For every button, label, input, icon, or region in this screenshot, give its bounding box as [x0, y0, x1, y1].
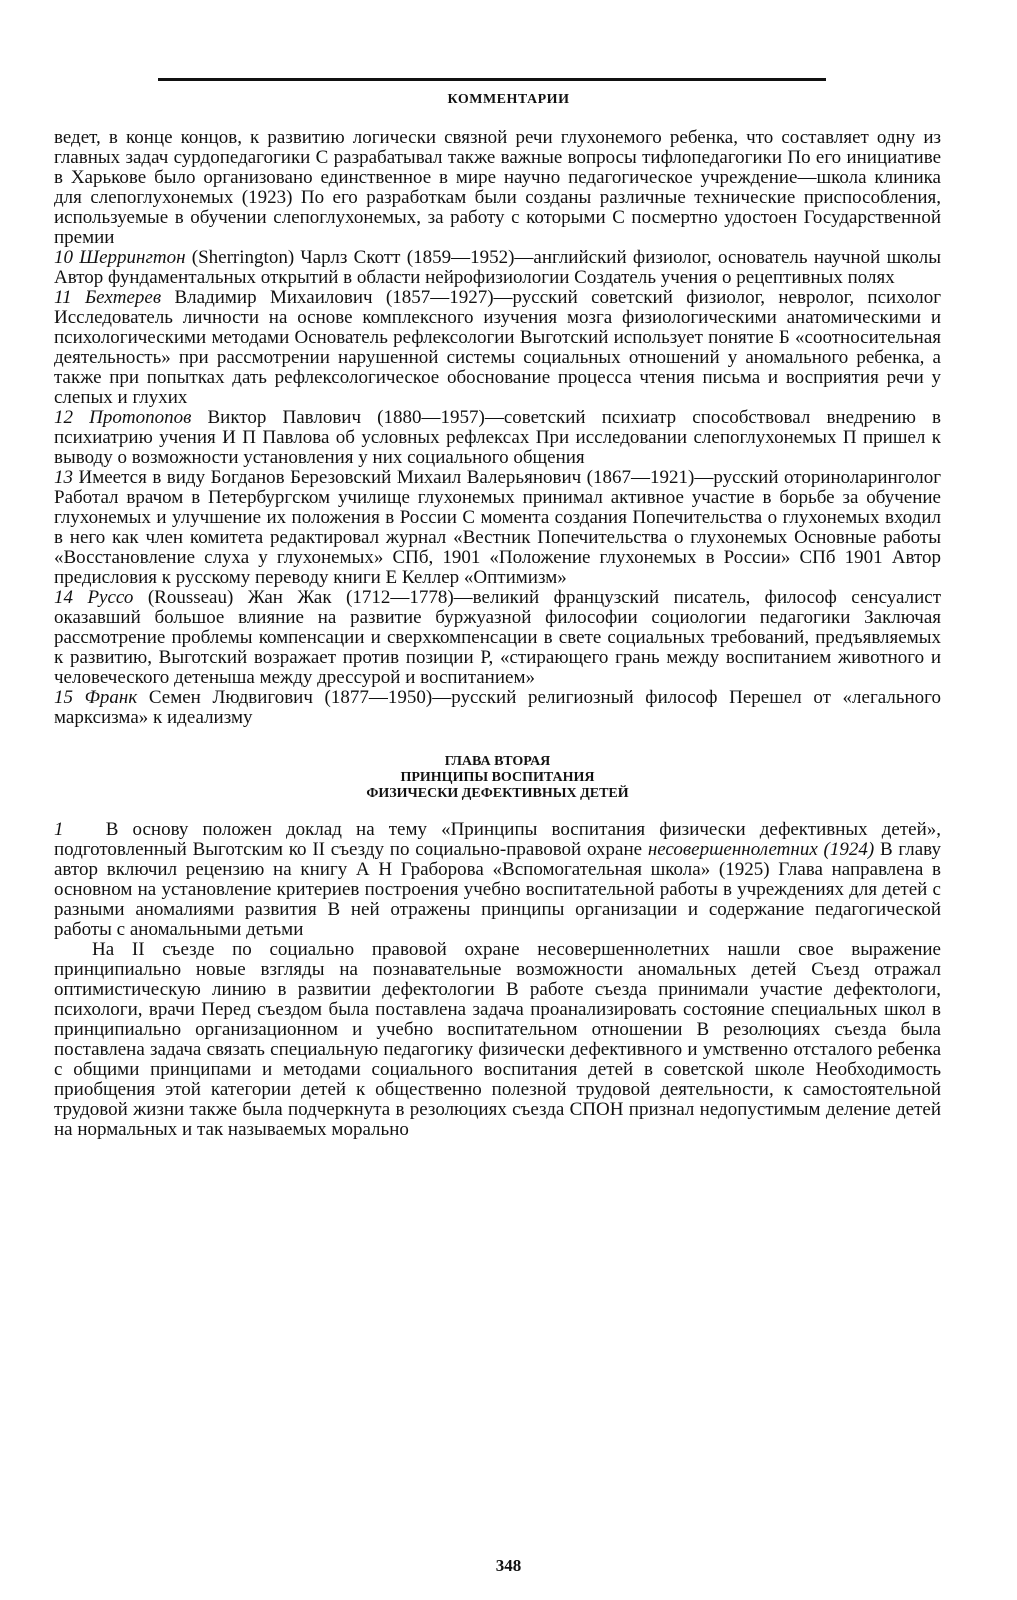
note-number: 12	[54, 407, 73, 428]
note-number: 10	[54, 247, 73, 268]
chapter-title-line-2: ФИЗИЧЕСКИ ДЕФЕКТИВНЫХ ДЕТЕЙ	[366, 786, 629, 801]
note-text: В основу положен доклад на тему «Принципы воспитания физически дефективных детей», подготовленный Выготским ко II съезду по социально-правовой охране	[54, 819, 942, 860]
note-13	[54, 468, 941, 588]
note-10	[54, 248, 941, 288]
top-rule	[158, 78, 826, 81]
note-name: Бехтерев	[84, 287, 162, 308]
chapter-title-line-1: ПРИНЦИПЫ ВОСПИТАНИЯ	[400, 770, 595, 785]
chapter-note-1	[54, 820, 941, 940]
note-number: 15	[54, 687, 73, 708]
note-number: 11	[54, 287, 72, 308]
note-15	[54, 688, 941, 728]
page-number: 348	[495, 1556, 522, 1575]
note-12	[54, 408, 941, 468]
note-11	[54, 288, 941, 408]
chapter-number: ГЛАВА ВТОРАЯ	[444, 754, 551, 769]
note-name: Франк	[84, 687, 138, 708]
final-paragraph: На II съезде по социально правовой охране несовершеннолетних нашли свое выражение принципиально новые взгляды на познавательные возможности аномальных детей Съезд отражал оптимистическую линию в развитии дефектологии В работе съезда принимали участие дефектологи, психологи, врачи Перед съездом была поставлена задача проанализировать состояние специальных школ в принципиально организационном и учебно воспитательном отношении В резолюциях съезда была поставлена задача связать специальную педагогику физически дефективного и умственно отсталого ребенка с общими принципами и методами социального воспитания детей в советской школе Необходимость приобщения этой категории детей к общественно полезной трудовой деятельности, к самостоятельной трудовой жизни также была подчеркнута в резолюциях съезда СПОН признал недопустимым деление детей на нормальных и так называемых морально	[54, 939, 941, 1140]
running-head: КОММЕНТАРИИ	[447, 92, 570, 107]
note-14	[54, 588, 941, 688]
continuation-paragraph: ведет, в конце концов, к развитию логически связной речи глухонемого ребенка, что составляет одну из главных задач сурдопедагогики С разрабатывал также важные вопросы тифлопедагогики По его инициативе в Харькове было организовано единственное в мире научно педагогическое учреждение—школа клиника для слепоглухонемых (1923) По его разработкам были созданы различные технические приспособления, используемые в обучении слепоглухонемых, за работу с которыми С посмертно удостоен Государственной премии	[54, 127, 941, 248]
note-text: Имеется в виду Богданов Березовский Михаил Валерьянович (1867—1921)—русский оториноларинголог Работал врачом в Петербургском училище глухонемых принимал активное участие в борьбе за обучение глухонемых и улучшение их положения в России С момента создания Попечительства о глухонемых входил в него как член комитета редактировал журнал «Вестник Попечительства о глухонемых Основные работы «Восстановление слуха у глухонемых» СПб, 1901 «Положение глухонемых в России» СПб 1901 Автор предисловия к русскому переводу книги Е Келлер «Оптимизм»	[54, 467, 941, 588]
note-text: (Sherrington) Чарлз Скотт (1859—1952)—английский физиолог, основатель научной школы Автор фундаментальных открытий в области нейрофизиологии Создатель учения о рецептивных полях	[54, 247, 942, 288]
note-number: 14	[54, 587, 73, 608]
note-text: (Rousseau) Жан Жак (1712—1778)—великий французский писатель, философ сенсуалист оказавший большое влияние на развитие буржуазной философии социологии педагогики Заключая рассмотрение проблемы компенсации и сверхкомпенсации в свете социальных требований, предъявляемых к развитию, Выготский возражает против позиции Р, «стирающего грань между воспитанием животного и человеческого детеныша между дрессурой и воспитанием»	[54, 587, 941, 688]
note-name: Шеррингтон	[79, 247, 186, 268]
note-text-emphasis: несовершеннолетних (1924)	[647, 839, 875, 860]
note-number: 1	[54, 819, 64, 840]
note-text: Семен Людвигович (1877—1950)—русский религиозный философ Перешел от «легального марксизма» к идеализму	[54, 687, 941, 728]
chapter-heading	[54, 754, 941, 802]
note-name: Протопопов	[89, 407, 192, 428]
page-body	[54, 128, 941, 1140]
note-text: Виктор Павлович (1880—1957)—советский психиатр способствовал внедрению в психиатрию учения И П Павлова об условных рефлексах При исследовании слепоглухонемых П пришел к выводу о возможности установления у них социального общения	[54, 407, 942, 468]
note-name: Руссо	[87, 587, 134, 608]
note-number: 13	[54, 467, 73, 488]
note-text: В главу автор включил рецензию на книгу А Н Грабoрова «Вспомогательная школа» (1925) Глава направлена в основном на установление критериев построения учебно воспитательной работы в учреждениях для детей с разными аномалиями развития В ней отражены принципы организации и содержание педагогической работы с аномальными детьми	[54, 839, 941, 940]
note-text: Владимир Михаилович (1857—1927)—русский советский физиолог, невролог, психолог Исследователь личности на основе комплексного изучения мозга физиологическими анатомическими и психологическими методами Основатель рефлексологии Выготский использует понятие Б «соотносительная деятельность» при рассмотрении нарушенной системы социальных отношений у аномального ребенка, а также при попытках дать рефлексологическое обоснование процесса чтения письма и восприятия речи у слепых и глухих	[54, 287, 941, 408]
